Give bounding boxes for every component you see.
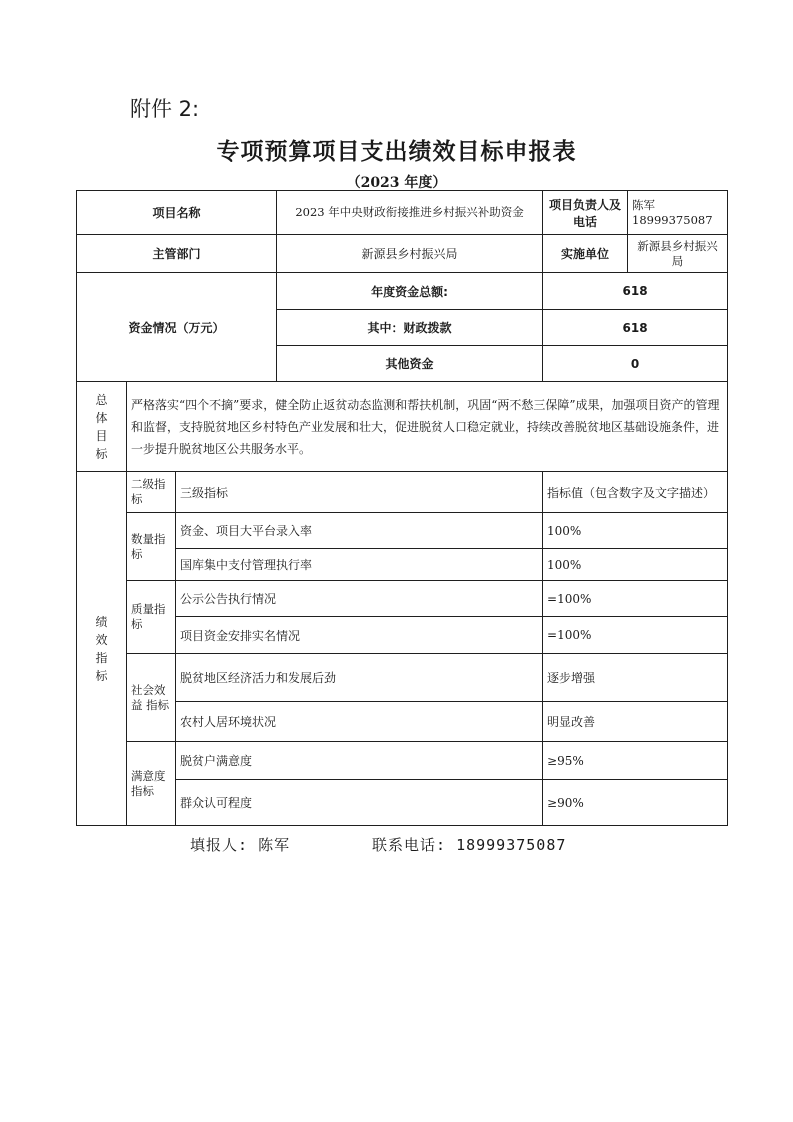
filler-name: 陈军 [258,836,291,854]
indicator-value: ≥90% [543,780,728,826]
filler-label: 填报人: [190,836,249,854]
indicator-value: =100% [543,581,728,617]
level2-quality: 质量指标 [127,581,176,654]
funds-total-value: 618 [543,273,728,310]
indicator-header-row [77,472,728,513]
indicator-row [77,654,728,702]
project-name-label: 项目名称 [77,191,277,235]
implementing-unit-value: 新源县乡村振兴局 [628,235,728,273]
value-header: 指标值（包含数字及文字描述） [543,472,728,513]
overall-goal-row [77,382,728,472]
project-row [77,191,728,235]
attachment-label: 附件 2: [130,97,200,121]
indicator-label-char: 指 [95,650,108,665]
goal-label-char: 目 [95,428,108,443]
goal-label-char: 标 [95,446,108,461]
goal-label-char: 体 [95,410,108,425]
overall-goal-label [77,382,127,472]
indicator-label-char: 标 [95,668,108,683]
department-label: 主管部门 [77,235,277,273]
department-value: 新源县乡村振兴局 [277,235,543,273]
indicator-value: =100% [543,617,728,654]
phone-value: 18999375087 [456,836,567,854]
level3-item: 国库集中支付管理执行率 [176,549,543,581]
implementing-unit-label: 实施单位 [543,235,628,273]
indicator-label-char: 绩 [95,614,108,629]
level3-item: 群众认可程度 [176,780,543,826]
funds-fiscal-value: 618 [543,310,728,346]
level3-item: 脱贫地区经济活力和发展后劲 [176,654,543,702]
indicator-row [77,513,728,549]
funds-other-label: 其他资金 [277,346,543,382]
funds-total-row [77,273,728,310]
indicator-row [77,742,728,780]
phone-block [372,834,566,855]
performance-target-table [76,190,728,826]
contact-label: 项目负责人及电话 [543,191,628,235]
indicator-row [77,581,728,617]
goal-label-char: 总 [95,392,108,407]
level2-quantity: 数量指标 [127,513,176,581]
indicator-value: 100% [543,513,728,549]
indicator-label-char: 效 [95,632,108,647]
level2-header: 二级指标 [127,472,176,513]
form-year: （2023 年度） [346,175,447,191]
level3-item: 资金、项目大平台录入率 [176,513,543,549]
phone-label: 联系电话: [372,836,447,854]
indicator-value: ≥95% [543,742,728,780]
level3-item: 项目资金安排实名情况 [176,617,543,654]
level3-header: 三级指标 [176,472,543,513]
form-title: 专项预算项目支出绩效目标申报表 [216,139,577,165]
funds-other-value: 0 [543,346,728,382]
level3-item: 脱贫户满意度 [176,742,543,780]
funds-total-label: 年度资金总额: [277,273,543,310]
funds-fiscal-label: 其中：财政拨款 [277,310,543,346]
funds-label: 资金情况（万元） [77,273,277,382]
indicator-value: 明显改善 [543,702,728,742]
project-name-value: 2023 年中央财政衔接推进乡村振兴补助资金 [277,191,543,235]
department-row [77,235,728,273]
overall-goal-text: 严格落实“四个不摘”要求，健全防止返贫动态监测和帮扶机制，巩固“两不愁三保障”成果，加强项目资产的管理和监督，支持脱贫地区乡村特色产业发展和壮大，促进脱贫人口稳定就业，持续改善脱贫地区基础设施条件，进一步提升脱贫地区公共服务水平。 [127,382,728,472]
indicator-value: 100% [543,549,728,581]
level2-satisfaction: 满意度指标 [127,742,176,826]
level3-item: 农村人居环境状况 [176,702,543,742]
level3-item: 公示公告执行情况 [176,581,543,617]
indicator-value: 逐步增强 [543,654,728,702]
indicators-label [77,472,127,826]
level2-social-benefit: 社会效益 指标 [127,654,176,742]
contact-value: 陈军 18999375087 [628,191,728,235]
filler-block [190,834,290,855]
